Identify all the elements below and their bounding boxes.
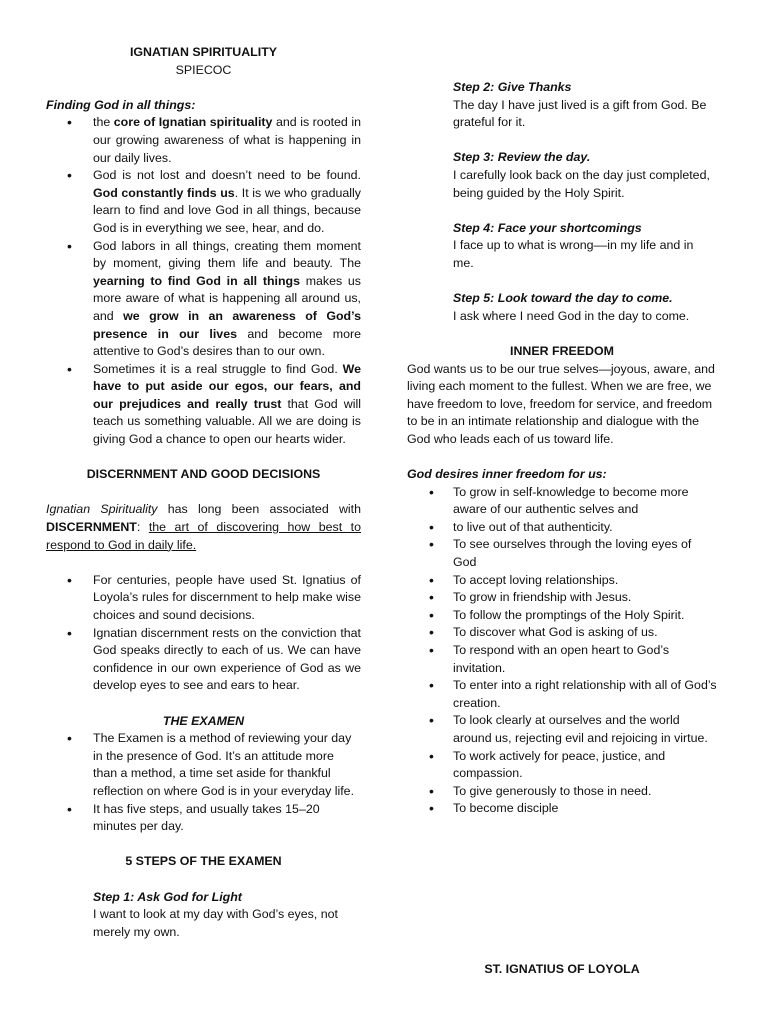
right-column	[407, 79, 717, 818]
step4-title: Step 4: Face your shortcomings	[453, 220, 642, 235]
list-item: • God is not lost and doesn’t need to be found. God constantly finds us. It is we who gradually learn to find and love God in all things, because God is in everything we see, hear, and do.	[46, 167, 361, 237]
step5-text: I ask where I need God in the day to come.	[453, 308, 690, 323]
footer-title: ST. IGNATIUS OF LOYOLA	[484, 962, 640, 976]
list-item: • to live out of that authenticity.	[407, 519, 717, 537]
desires-heading: God desires inner freedom for us:	[407, 467, 607, 482]
list-item: • To accept loving relationships.	[407, 572, 717, 590]
list-item: • Ignatian discernment rests on the conviction that God speaks directly to each of us. We can have confidence in our own experience of God as we develop eyes to see and ears to hear.	[46, 625, 361, 695]
discernment-list	[46, 572, 361, 695]
list-item: • God labors in all things, creating them moment by moment, giving them life and beauty. The yearning to find God in all things makes us more aware of what is happening all around us, and we grow in an awareness of God’s presence in our lives and become more attentive to God’s desires than to our own.	[46, 238, 361, 361]
list-item: • To work actively for peace, justice, and compassion.	[407, 748, 717, 783]
left-column	[46, 44, 361, 941]
step4-text: I face up to what is wrong––in my life and in me.	[453, 238, 694, 270]
examen-list	[46, 730, 361, 836]
step3-text: I carefully look back on the day just completed, being guided by the Holy Spirit.	[453, 167, 710, 200]
step2-title: Step 2: Give Thanks	[453, 80, 572, 94]
list-item: • To look clearly at ourselves and the world around us, rejecting evil and rejoicing in virtue.	[407, 712, 717, 747]
page-subtitle: SPIECOC	[175, 62, 232, 77]
list-item: • To follow the promptings of the Holy Spirit.	[407, 607, 717, 625]
finding-god-list	[46, 114, 361, 448]
step1-title: Step 1: Ask God for Light	[93, 889, 242, 904]
step3-title: Step 3: Review the day.	[453, 150, 591, 165]
inner-freedom-heading: INNER FREEDOM	[510, 343, 614, 358]
list-item: • To see ourselves through the loving eyes of God	[407, 536, 717, 571]
list-item: • Sometimes it is a real struggle to find God. We have to put aside our egos, our fears, and our prejudices and really trust that God will teach us something valuable. All we are doing is giving God a chance to open our hearts wider.	[46, 361, 361, 449]
list-item: • To respond with an open heart to God’s invitation.	[407, 642, 717, 677]
examen-heading: THE EXAMEN	[162, 713, 245, 728]
discernment-heading: DISCERNMENT AND GOOD DECISIONS	[86, 467, 321, 482]
list-item: • The Examen is a method of reviewing your day in the presence of God. It’s an attitude more than a method, a time set aside for thankful reflection on where God is in your everyday life.	[46, 730, 361, 800]
step1-text: I want to look at my day with God’s eyes, not merely my own.	[93, 907, 338, 939]
list-item: • To discover what God is asking of us.	[407, 624, 717, 642]
list-item: • To grow in friendship with Jesus.	[407, 589, 717, 607]
inner-freedom-text: God wants us to be our true selves—joyous, aware, and living each moment to the fullest. When we are free, we have freedom to love, freedom for service, and freedom to be in an intimate relationship and dialogue with the God who leads each of us toward life.	[407, 361, 715, 446]
page-title: IGNATIAN SPIRITUALITY	[129, 45, 278, 59]
list-item: • the core of Ignatian spirituality and is rooted in our growing awareness of what is happening in our daily lives.	[46, 114, 361, 167]
list-item: • To become disciple	[407, 800, 717, 818]
steps-heading: 5 STEPS OF THE EXAMEN	[125, 854, 282, 869]
desires-list	[407, 484, 717, 818]
list-item: • To enter into a right relationship with all of God’s creation.	[407, 677, 717, 712]
step2-text: The day I have just lived is a gift from God. Be grateful for it.	[453, 97, 707, 130]
list-item: • To give generously to those in need.	[407, 783, 717, 801]
list-item: • For centuries, people have used St. Ignatius of Loyola’s rules for discernment to help make wise choices and sound decisions.	[46, 572, 361, 625]
step5-title: Step 5: Look toward the day to come.	[453, 291, 673, 306]
list-item: • To grow in self-knowledge to become more aware of our authentic selves and	[407, 484, 717, 519]
discernment-intro: Ignatian Spirituality has long been associated with DISCERNMENT: the art of discovering how best to respond to God in daily life.	[46, 502, 361, 552]
list-item: • It has five steps, and usually takes 15–20 minutes per day.	[46, 801, 361, 836]
finding-god-heading: Finding God in all things:	[46, 97, 196, 112]
